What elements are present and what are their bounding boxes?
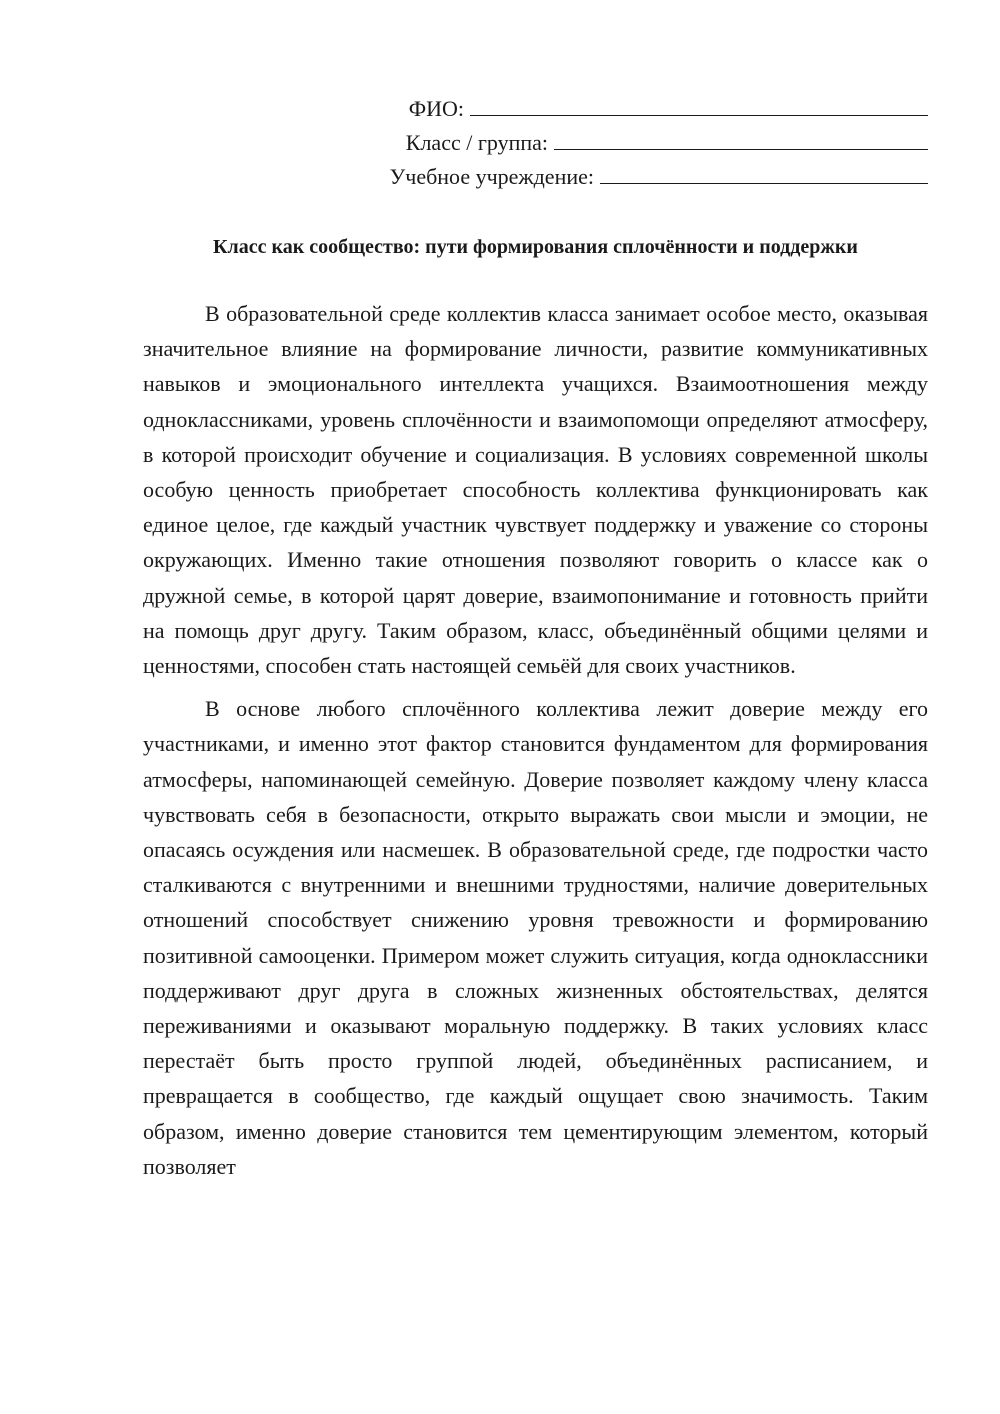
- paragraph: В основе любого сплочённого коллектива лежит доверие между его участниками, и именно этот фактор становится фундаментом для формирования атмосферы, напоминающей семейную. Доверие позволяет каждому члену класса чувствовать себя в безопасности, открыто выражать свои мысли и эмоции, не опасаясь осуждения или насмешек. В образовательной среде, где подростки часто сталкиваются с внутренними и внешними трудностями, наличие доверительных отношений способствует снижению уровня тревожности и формированию позитивной самооценки. Примером может служить ситуация, когда одноклассники поддерживают друг друга в сложных жизненных обстоятельствах, делятся переживаниями и оказывают моральную поддержку. В таких условиях класс перестаёт быть просто группой людей, объединённых расписанием, и превращается в сообщество, где каждый ощущает свою значимость. Таким образом, именно доверие становится тем цементирующим элементом, который позволяет: [143, 696, 928, 1179]
- student-info-header: [300, 92, 928, 194]
- school-label: Учебное учреждение:: [389, 164, 594, 189]
- class-group-blank-line: [554, 127, 928, 150]
- fio-field: [300, 92, 928, 126]
- school-blank-line: [600, 161, 928, 184]
- class-group-label: Класс / группа:: [405, 130, 548, 155]
- school-field: [300, 160, 928, 194]
- document-title: Класс как сообщество: пути формирования сплочённости и поддержки: [213, 236, 858, 258]
- document-body: [143, 296, 928, 1192]
- class-group-field: [300, 126, 928, 160]
- paragraph: В образовательной среде коллектив класса занимает особое место, оказывая значительное влияние на формирование личности, развитие коммуникативных навыков и эмоционального интеллекта учащихся. Взаимоотношения между одноклассниками, уровень сплочённости и взаимопомощи определяют атмосферу, в которой происходит обучение и социализация. В условиях современной школы особую ценность приобретает способность коллектива функционировать как единое целое, где каждый участник чувствует поддержку и уважение со стороны окружающих. Именно такие отношения позволяют говорить о классе как о дружной семье, в которой царят доверие, взаимопонимание и готовность прийти на помощь друг другу. Таким образом, класс, объединённый общими целями и ценностями, способен стать настоящей семьёй для своих участников.: [143, 301, 928, 679]
- fio-label: ФИО:: [408, 96, 464, 121]
- fio-blank-line: [470, 93, 928, 116]
